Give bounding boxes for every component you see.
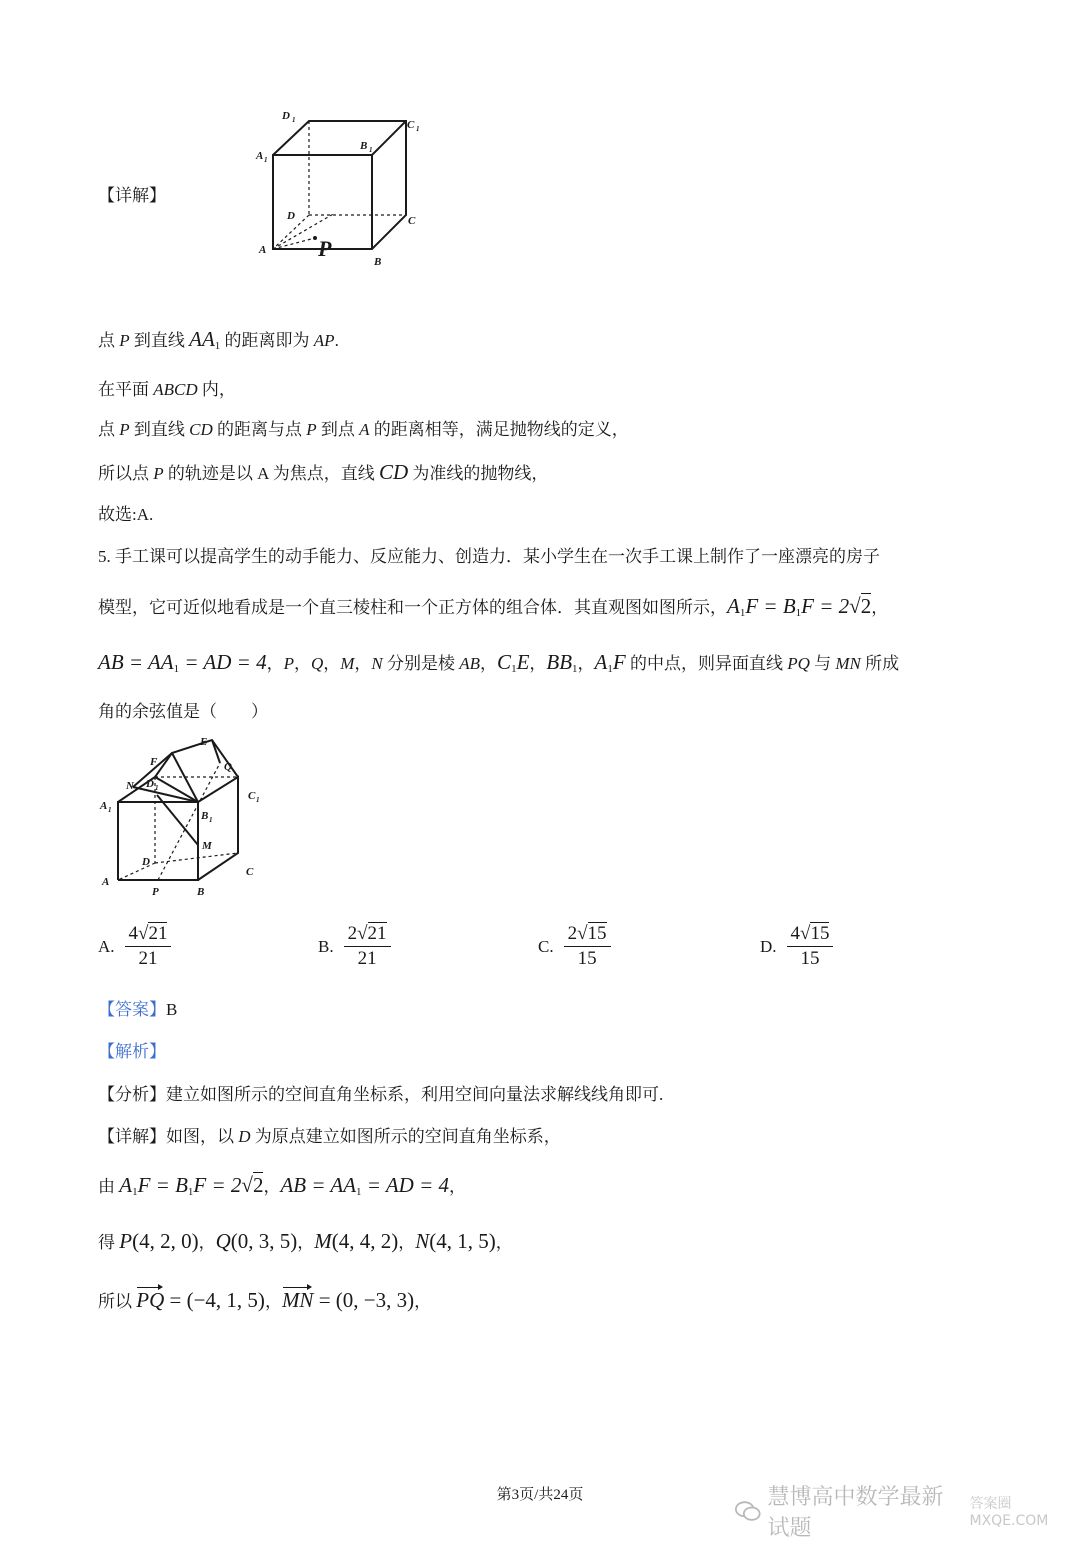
svg-text:1: 1 <box>155 784 159 792</box>
svg-text:1: 1 <box>256 796 260 804</box>
cube-figure <box>250 105 430 270</box>
detail5-line: 【详解】如图，以 D 为原点建立如图所示的空间直角坐标系， <box>98 1127 561 1146</box>
label-e: E <box>200 736 208 748</box>
label-c: C <box>408 215 416 227</box>
label-d: D <box>287 210 295 222</box>
label-b: B <box>374 256 382 268</box>
label-b1: B <box>201 810 209 822</box>
label-q: Q <box>224 761 232 773</box>
svg-text:1: 1 <box>292 116 296 124</box>
label-m: M <box>202 840 212 852</box>
label-a: A <box>259 244 267 256</box>
watermark: 慧博高中数学最新试题 答案圈 MXQE.COM <box>735 1480 1080 1542</box>
answer-line: 【答案】B <box>98 1000 178 1019</box>
q5-line-2: 模型，它可近似地看成是一个直三棱柱和一个正方体的组合体．其直观图如图所示，$A_1F = B_1F = 2√2$， <box>98 594 889 619</box>
option-b[interactable]: B. $\frac{2√21}{21}$ <box>318 922 391 971</box>
label-f: F <box>150 756 158 768</box>
option-a[interactable]: A. $\frac{4√21}{21}$ <box>98 922 171 971</box>
q5-line-3: AB = $AA_1$ = AD = 4，P，Q，M，N 分别是棱 AB，$C_1E$，$BB_1$，$A_1F$ 的中点，则异面直线 PQ 与 MN 所成 <box>98 650 900 675</box>
watermark-logo: 答案圈 MXQE.COM <box>969 1496 1049 1529</box>
label-d1: D <box>282 110 290 122</box>
label-n: N <box>126 780 134 792</box>
solution-line-5: 故选:A. <box>98 505 154 524</box>
analysis-tag: 【解析】 <box>98 1042 166 1061</box>
label-p: P <box>152 886 159 898</box>
solution-line-1: 点 P 到直线 $AA_1$ 的距离即为 AP. <box>98 327 339 352</box>
q5-line-4: 角的余弦值是（ ） <box>98 702 268 721</box>
label-p: P <box>318 236 332 261</box>
solution-line-3: 点 P 到直线 CD 的距离与点 P 到点 A 的距离相等，满足抛物线的定义， <box>98 420 629 439</box>
page-footer: 第3页/共24页 <box>496 1487 584 1503</box>
step-2: 得 P(4, 2, 0)，Q(0, 3, 5)，M(4, 4, 2)，N(4, 1, 5)， <box>98 1229 513 1253</box>
label-c1: C <box>248 790 256 802</box>
label-b1: B <box>360 140 368 152</box>
label-a1: A <box>256 150 264 162</box>
step-1: 由 $A_1F = B_1F = 2√2$，AB = $AA_1$ = AD = 4， <box>98 1173 467 1198</box>
svg-text:1: 1 <box>264 156 268 164</box>
analysis-line: 【分析】建立如图所示的空间直角坐标系，利用空间向量法求解线线角即可. <box>98 1085 664 1104</box>
solution-line-2: 在平面 ABCD 内， <box>98 380 236 399</box>
svg-text:1: 1 <box>209 816 213 824</box>
svg-text:1: 1 <box>108 806 112 814</box>
label-c1: C <box>407 119 415 131</box>
svg-text:1: 1 <box>369 146 373 154</box>
option-d[interactable]: D. $\frac{4√15}{15}$ <box>760 922 833 971</box>
label-d: D <box>142 856 150 868</box>
label-a: A <box>102 876 110 888</box>
label-c: C <box>246 866 254 878</box>
detail-label: 【详解】 <box>98 186 166 205</box>
label-b: B <box>197 886 205 898</box>
house-figure <box>98 735 278 905</box>
option-c[interactable]: C. $\frac{2√15}{15}$ <box>538 922 611 971</box>
svg-text:1: 1 <box>416 125 420 133</box>
label-d1: D <box>146 778 154 790</box>
q5-line-1: 5. 手工课可以提高学生的动手能力、反应能力、创造力．某小学生在一次手工课上制作了一座漂亮的房子 <box>98 547 880 566</box>
label-a1: A <box>100 800 108 812</box>
step-3: 所以 PQ = (−4, 1, 5)，MN = (0, −3, 3)， <box>98 1288 432 1312</box>
solution-line-4: 所以点 P 的轨迹是以 A 为焦点，直线 CD 为准线的抛物线， <box>98 460 549 484</box>
